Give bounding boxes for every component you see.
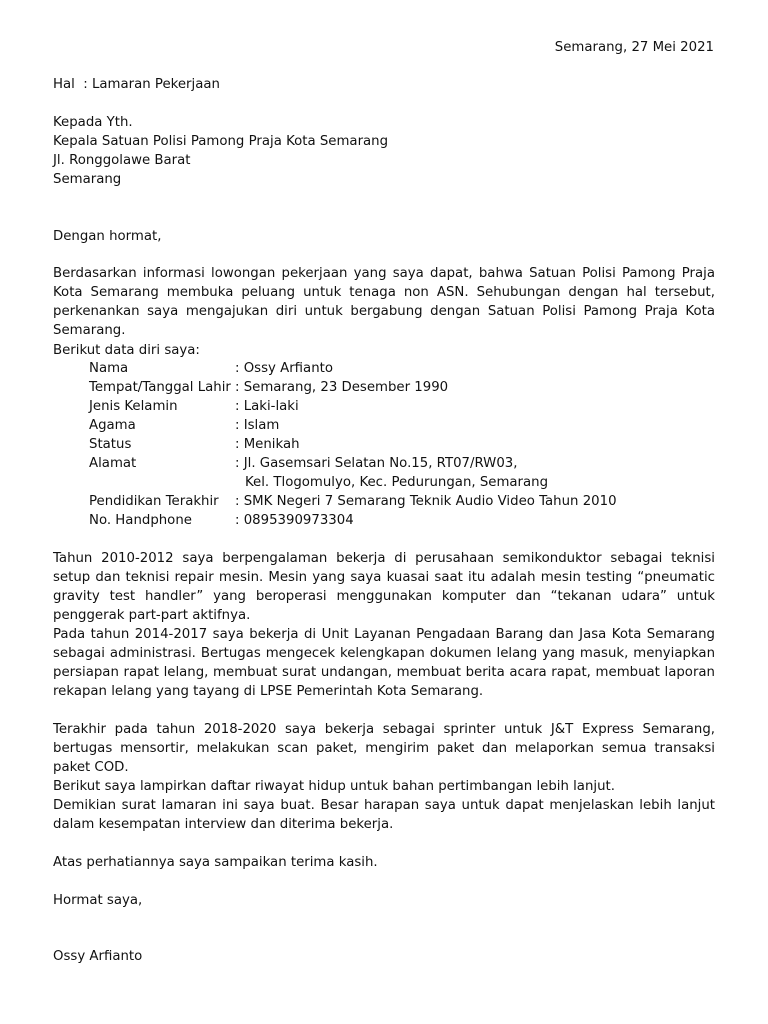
data-label [89, 473, 235, 492]
recipient-street: Jl. Ronggolawe Barat [53, 153, 191, 168]
data-row-religion [89, 416, 689, 435]
data-label: Agama [89, 418, 136, 433]
experience-paragraph-3: Terakhir pada tahun 2018-2020 saya bekerja sebagai sprinter untuk J&T Express Semarang, bertugas mensortir, melakukan scan paket, mengirim paket dan melaporkan semua transaksi paket COD. [53, 722, 715, 775]
attachment-note: Berikut saya lampirkan daftar riwayat hidup untuk bahan pertimbangan lebih lanjut. [53, 779, 615, 794]
personal-data-intro: Berikut data diri saya: [53, 343, 200, 358]
signer-name: Ossy Arfianto [53, 949, 143, 964]
data-label: Tempat/Tanggal Lahir [89, 380, 231, 395]
data-value: : SMK Negeri 7 Semarang Teknik Audio Video Tahun 2010 [235, 494, 617, 509]
data-label: Pendidikan Terakhir [89, 494, 219, 509]
data-row-address [89, 454, 689, 473]
personal-data-table [89, 359, 689, 530]
data-value: : Laki-laki [235, 399, 299, 414]
data-row-address-continued [89, 473, 689, 492]
experience-paragraph-2: Pada tahun 2014-2017 saya bekerja di Unit Layanan Pengadaan Barang dan Jasa Kota Semarang sebagai administrasi. Bertugas mengecek kelengkapan dokumen lelang yang masuk, menyiapkan persiapan rapat lelang, membuat surat undangan, membuat berita acara rapat, membuat laporan rekapan lelang yang tayang di LPSE Pemerintah Kota Semarang. [53, 627, 715, 699]
data-value: : 0895390973304 [235, 513, 354, 528]
recipient-greeting: Kepada Yth. [53, 115, 133, 130]
opening-paragraph: Berdasarkan informasi lowongan pekerjaan yang saya dapat, bahwa Satuan Polisi Pamong Praja Kota Semarang membuka peluang untuk tenaga non ASN. Sehubungan dengan hal tersebut, perkenankan saya mengajukan diri untuk bergabung dengan Satuan Polisi Pamong Praja Kota Semarang. [53, 266, 715, 338]
data-value: : Islam [235, 418, 280, 433]
data-value: : Jl. Gasemsari Selatan No.15, RT07/RW03, [235, 456, 518, 471]
data-value: : Menikah [235, 437, 300, 452]
recipient-title: Kepala Satuan Polisi Pamong Praja Kota Semarang [53, 134, 389, 149]
data-row-birth [89, 378, 689, 397]
recipient-city: Semarang [53, 172, 122, 187]
valediction: Hormat saya, [53, 893, 143, 908]
data-row-gender [89, 397, 689, 416]
data-value: : Semarang, 23 Desember 1990 [235, 380, 449, 395]
data-value: : Ossy Arfianto [235, 361, 333, 376]
data-row-education [89, 492, 689, 511]
letter-date: Semarang, 27 Mei 2021 [554, 40, 714, 55]
data-row-status [89, 435, 689, 454]
salutation: Dengan hormat, [53, 229, 162, 244]
thanks-line: Atas perhatiannya saya sampaikan terima kasih. [53, 855, 378, 870]
data-label: Alamat [89, 456, 137, 471]
data-label: Status [89, 437, 132, 452]
data-label: Nama [89, 361, 129, 376]
data-row-name [89, 359, 689, 378]
data-value: Kel. Tlogomulyo, Kec. Pedurungan, Semarang [245, 475, 549, 490]
recipient-block [53, 113, 388, 189]
data-label: Jenis Kelamin [89, 399, 178, 414]
experience-paragraph-1: Tahun 2010-2012 saya berpengalaman bekerja di perusahaan semikonduktor sebagai teknisi setup dan teknisi repair mesin. Mesin yang saya kuasai saat itu adalah mesin testing “pneumatic gravity test handler” yang beroperasi menggunakan komputer dan “tekanan udara” untuk penggerak part-part aktifnya. [53, 551, 715, 623]
data-row-phone [89, 511, 689, 530]
closing-paragraph: Demikian surat lamaran ini saya buat. Besar harapan saya untuk dapat menjelaskan lebih lanjut dalam kesempatan interview dan diterima bekerja. [53, 798, 715, 832]
letter-subject: Hal : Lamaran Pekerjaan [53, 77, 220, 92]
data-label: No. Handphone [89, 513, 192, 528]
